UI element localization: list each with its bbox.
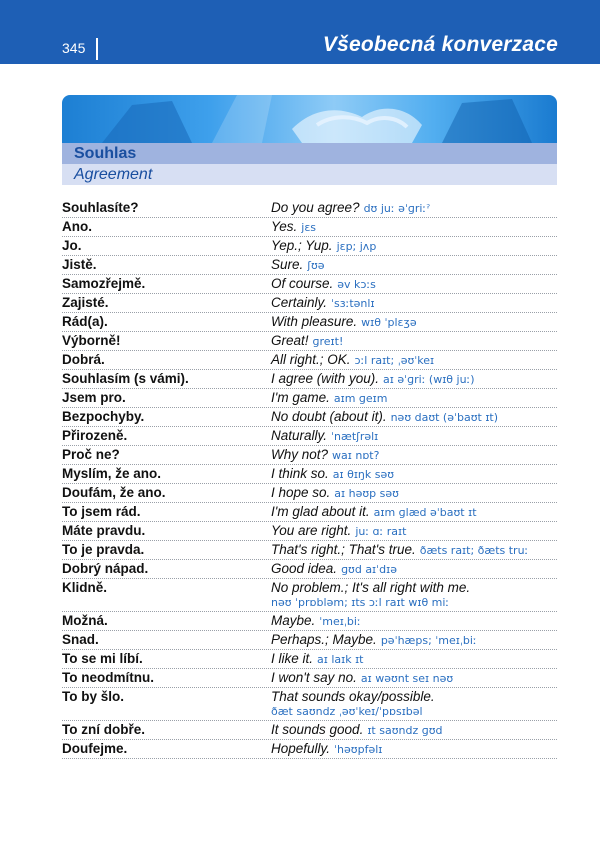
phrase-row bbox=[62, 294, 557, 313]
english-translation-cell bbox=[271, 446, 557, 464]
english-translation-cell bbox=[271, 579, 557, 611]
english-phrase: Hopefully. bbox=[271, 741, 331, 756]
english-translation-cell bbox=[271, 294, 557, 312]
english-phrase: Why not? bbox=[271, 447, 329, 462]
english-translation-cell bbox=[271, 351, 557, 369]
czech-phrase: Přirozeně. bbox=[62, 428, 128, 443]
pronunciation: ˈnætʃrəlɪ bbox=[331, 430, 379, 443]
czech-phrase: Dobrá. bbox=[62, 352, 105, 367]
pronunciation: ʃʊə bbox=[307, 259, 325, 272]
pronunciation: ˈmeɪˌbiː bbox=[319, 615, 361, 628]
english-phrase: With pleasure. bbox=[271, 314, 358, 329]
czech-phrase: Souhlasíte? bbox=[62, 200, 139, 215]
english-phrase: I hope so. bbox=[271, 485, 331, 500]
czech-phrase: Jistě. bbox=[62, 257, 97, 272]
pronunciation: aɪ laɪk ɪt bbox=[317, 653, 364, 666]
header-divider bbox=[96, 38, 98, 60]
phrase-row bbox=[62, 275, 557, 294]
phrase-row bbox=[62, 688, 557, 721]
english-translation-cell bbox=[271, 256, 557, 274]
english-translation-cell bbox=[271, 332, 557, 350]
english-phrase: I like it. bbox=[271, 651, 314, 666]
czech-phrase: Výborně! bbox=[62, 333, 121, 348]
czech-phrase: To jsem rád. bbox=[62, 504, 141, 519]
pronunciation: ðæts raɪt; ðæts truː bbox=[419, 544, 529, 557]
english-phrase: No doubt (about it). bbox=[271, 409, 387, 424]
czech-phrase: Máte pravdu. bbox=[62, 523, 146, 538]
czech-phrase: Doufám, že ano. bbox=[62, 485, 166, 500]
english-phrase: Maybe. bbox=[271, 613, 316, 628]
pronunciation: juː ɑː raɪt bbox=[355, 525, 407, 538]
phrase-row bbox=[62, 721, 557, 740]
phrase-row bbox=[62, 237, 557, 256]
english-phrase: Of course. bbox=[271, 276, 334, 291]
english-phrase: I think so. bbox=[271, 466, 329, 481]
english-phrase: All right.; OK. bbox=[271, 352, 351, 367]
english-translation-cell bbox=[271, 370, 557, 388]
chapter-header-bar bbox=[0, 0, 600, 64]
english-translation-cell bbox=[271, 522, 557, 540]
pronunciation: pəˈhæps; ˈmeɪˌbiː bbox=[380, 634, 477, 647]
english-phrase: Do you agree? bbox=[271, 200, 360, 215]
phrase-row bbox=[62, 612, 557, 631]
english-translation-cell bbox=[271, 408, 557, 426]
phrase-row bbox=[62, 199, 557, 218]
english-phrase: Yes. bbox=[271, 219, 298, 234]
pronunciation: jɛp; jʌp bbox=[336, 240, 377, 253]
phrase-row bbox=[62, 541, 557, 560]
czech-phrase: Bezpochyby. bbox=[62, 409, 145, 424]
english-translation-cell bbox=[271, 541, 557, 559]
phrase-row bbox=[62, 579, 557, 612]
czech-phrase: Snad. bbox=[62, 632, 99, 647]
czech-phrase: Zajisté. bbox=[62, 295, 109, 310]
phrase-row bbox=[62, 650, 557, 669]
phrase-row bbox=[62, 465, 557, 484]
pronunciation: aɪ əˈɡriː (wɪθ juː) bbox=[383, 373, 475, 386]
pronunciation: ɡʊd aɪˈdɪə bbox=[341, 563, 398, 576]
czech-phrase: Ano. bbox=[62, 219, 92, 234]
phrase-row bbox=[62, 631, 557, 650]
english-phrase: Naturally. bbox=[271, 428, 328, 443]
czech-phrase: To se mi líbí. bbox=[62, 651, 143, 666]
english-phrase: I'm glad about it. bbox=[271, 504, 370, 519]
english-phrase: I won't say no. bbox=[271, 670, 357, 685]
english-translation-cell bbox=[271, 484, 557, 502]
phrase-row bbox=[62, 503, 557, 522]
phrase-list bbox=[62, 199, 557, 759]
pronunciation: waɪ nɒt? bbox=[332, 449, 380, 462]
czech-phrase: Jo. bbox=[62, 238, 82, 253]
english-phrase: Sure. bbox=[271, 257, 304, 272]
english-translation-cell bbox=[271, 650, 557, 668]
pronunciation: əv kɔːs bbox=[337, 278, 376, 291]
english-translation-cell bbox=[271, 237, 557, 255]
czech-phrase: To je pravda. bbox=[62, 542, 145, 557]
english-translation-cell bbox=[271, 275, 557, 293]
phrase-row bbox=[62, 427, 557, 446]
english-phrase: Certainly. bbox=[271, 295, 328, 310]
phrase-row bbox=[62, 332, 557, 351]
czech-phrase: Dobrý nápad. bbox=[62, 561, 149, 576]
czech-phrase: Klidně. bbox=[62, 580, 108, 595]
english-translation-cell bbox=[271, 669, 557, 687]
english-translation-cell bbox=[271, 218, 557, 236]
phrase-row bbox=[62, 256, 557, 275]
phrase-row bbox=[62, 522, 557, 541]
english-translation-cell bbox=[271, 560, 557, 578]
pronunciation: ðæt saʊndz ˌəʊˈkeɪ/ˈpɒsɪbəl bbox=[271, 705, 423, 718]
pronunciation: nəʊ daʊt (əˈbaʊt ɪt) bbox=[390, 411, 499, 424]
pronunciation: aɪ həʊp səʊ bbox=[334, 487, 399, 500]
english-translation-cell bbox=[271, 612, 557, 630]
phrase-row bbox=[62, 370, 557, 389]
handshake-banner-image bbox=[62, 95, 557, 143]
czech-phrase: Jsem pro. bbox=[62, 390, 126, 405]
english-phrase: It sounds good. bbox=[271, 722, 364, 737]
pronunciation: aɪ θɪŋk səʊ bbox=[332, 468, 395, 481]
english-phrase: No problem.; It's all right with me. bbox=[271, 580, 471, 595]
phrase-row bbox=[62, 351, 557, 370]
english-phrase: I'm game. bbox=[271, 390, 330, 405]
english-phrase: Yep.; Yup. bbox=[271, 238, 333, 253]
english-translation-cell bbox=[271, 503, 557, 521]
czech-phrase: To by šlo. bbox=[62, 689, 125, 704]
english-phrase: Good idea. bbox=[271, 561, 338, 576]
czech-phrase: To zní dobře. bbox=[62, 722, 145, 737]
handshake-icon bbox=[62, 95, 557, 143]
phrase-row bbox=[62, 218, 557, 237]
section-subtitle-band bbox=[62, 164, 557, 185]
phrase-row bbox=[62, 389, 557, 408]
phrase-row bbox=[62, 408, 557, 427]
pronunciation: dʊ juː əˈɡriːˀ bbox=[363, 202, 431, 215]
english-phrase: I agree (with you). bbox=[271, 371, 380, 386]
czech-phrase: Proč ne? bbox=[62, 447, 120, 462]
english-phrase: That's right.; That's true. bbox=[271, 542, 416, 557]
pronunciation: ɡreɪt! bbox=[312, 335, 344, 348]
english-translation-cell bbox=[271, 427, 557, 445]
pronunciation: aɪm ɡlæd əˈbaʊt ɪt bbox=[373, 506, 477, 519]
czech-phrase: Rád(a). bbox=[62, 314, 108, 329]
czech-phrase: Myslím, že ano. bbox=[62, 466, 162, 481]
czech-phrase: Samozřejmě. bbox=[62, 276, 146, 291]
pronunciation: ˈhəʊpfəlɪ bbox=[334, 743, 383, 756]
section-title-band bbox=[62, 143, 557, 164]
phrase-row bbox=[62, 484, 557, 503]
pronunciation: ˈsɜːtənlɪ bbox=[331, 297, 375, 310]
phrase-row bbox=[62, 446, 557, 465]
english-translation-cell bbox=[271, 389, 557, 407]
chapter-title: Všeobecná konverzace bbox=[322, 33, 558, 56]
english-translation-cell bbox=[271, 688, 557, 720]
english-translation-cell bbox=[271, 721, 557, 739]
czech-phrase: Doufejme. bbox=[62, 741, 128, 756]
pronunciation: ɔːl raɪt; ˌəʊˈkeɪ bbox=[354, 354, 435, 367]
phrase-row bbox=[62, 560, 557, 579]
czech-phrase: Souhlasím (s vámi). bbox=[62, 371, 189, 386]
phrase-row bbox=[62, 740, 557, 759]
pronunciation: aɪ wəʊnt seɪ nəʊ bbox=[360, 672, 454, 685]
pronunciation: aɪm ɡeɪm bbox=[333, 392, 388, 405]
section-subtitle: Agreement bbox=[74, 166, 153, 183]
czech-phrase: To neodmítnu. bbox=[62, 670, 154, 685]
phrase-row bbox=[62, 313, 557, 332]
english-phrase: You are right. bbox=[271, 523, 352, 538]
phrase-row bbox=[62, 669, 557, 688]
pronunciation: ɪt saʊndz ɡʊd bbox=[367, 724, 443, 737]
czech-phrase: Možná. bbox=[62, 613, 108, 628]
pronunciation: jɛs bbox=[301, 221, 317, 234]
english-phrase: Perhaps.; Maybe. bbox=[271, 632, 377, 647]
english-translation-cell bbox=[271, 740, 557, 758]
pronunciation: nəʊ ˈprɒbləm; ɪts ɔːl raɪt wɪθ miː bbox=[271, 596, 450, 609]
english-phrase: Great! bbox=[271, 333, 309, 348]
english-translation-cell bbox=[271, 465, 557, 483]
pronunciation: wɪθ ˈplɛʒə bbox=[361, 316, 417, 329]
section-title: Souhlas bbox=[74, 145, 137, 162]
english-phrase: That sounds okay/possible. bbox=[271, 689, 435, 704]
english-translation-cell bbox=[271, 313, 557, 331]
english-translation-cell bbox=[271, 631, 557, 649]
page-number: 345 bbox=[62, 40, 86, 56]
english-translation-cell bbox=[271, 199, 557, 217]
